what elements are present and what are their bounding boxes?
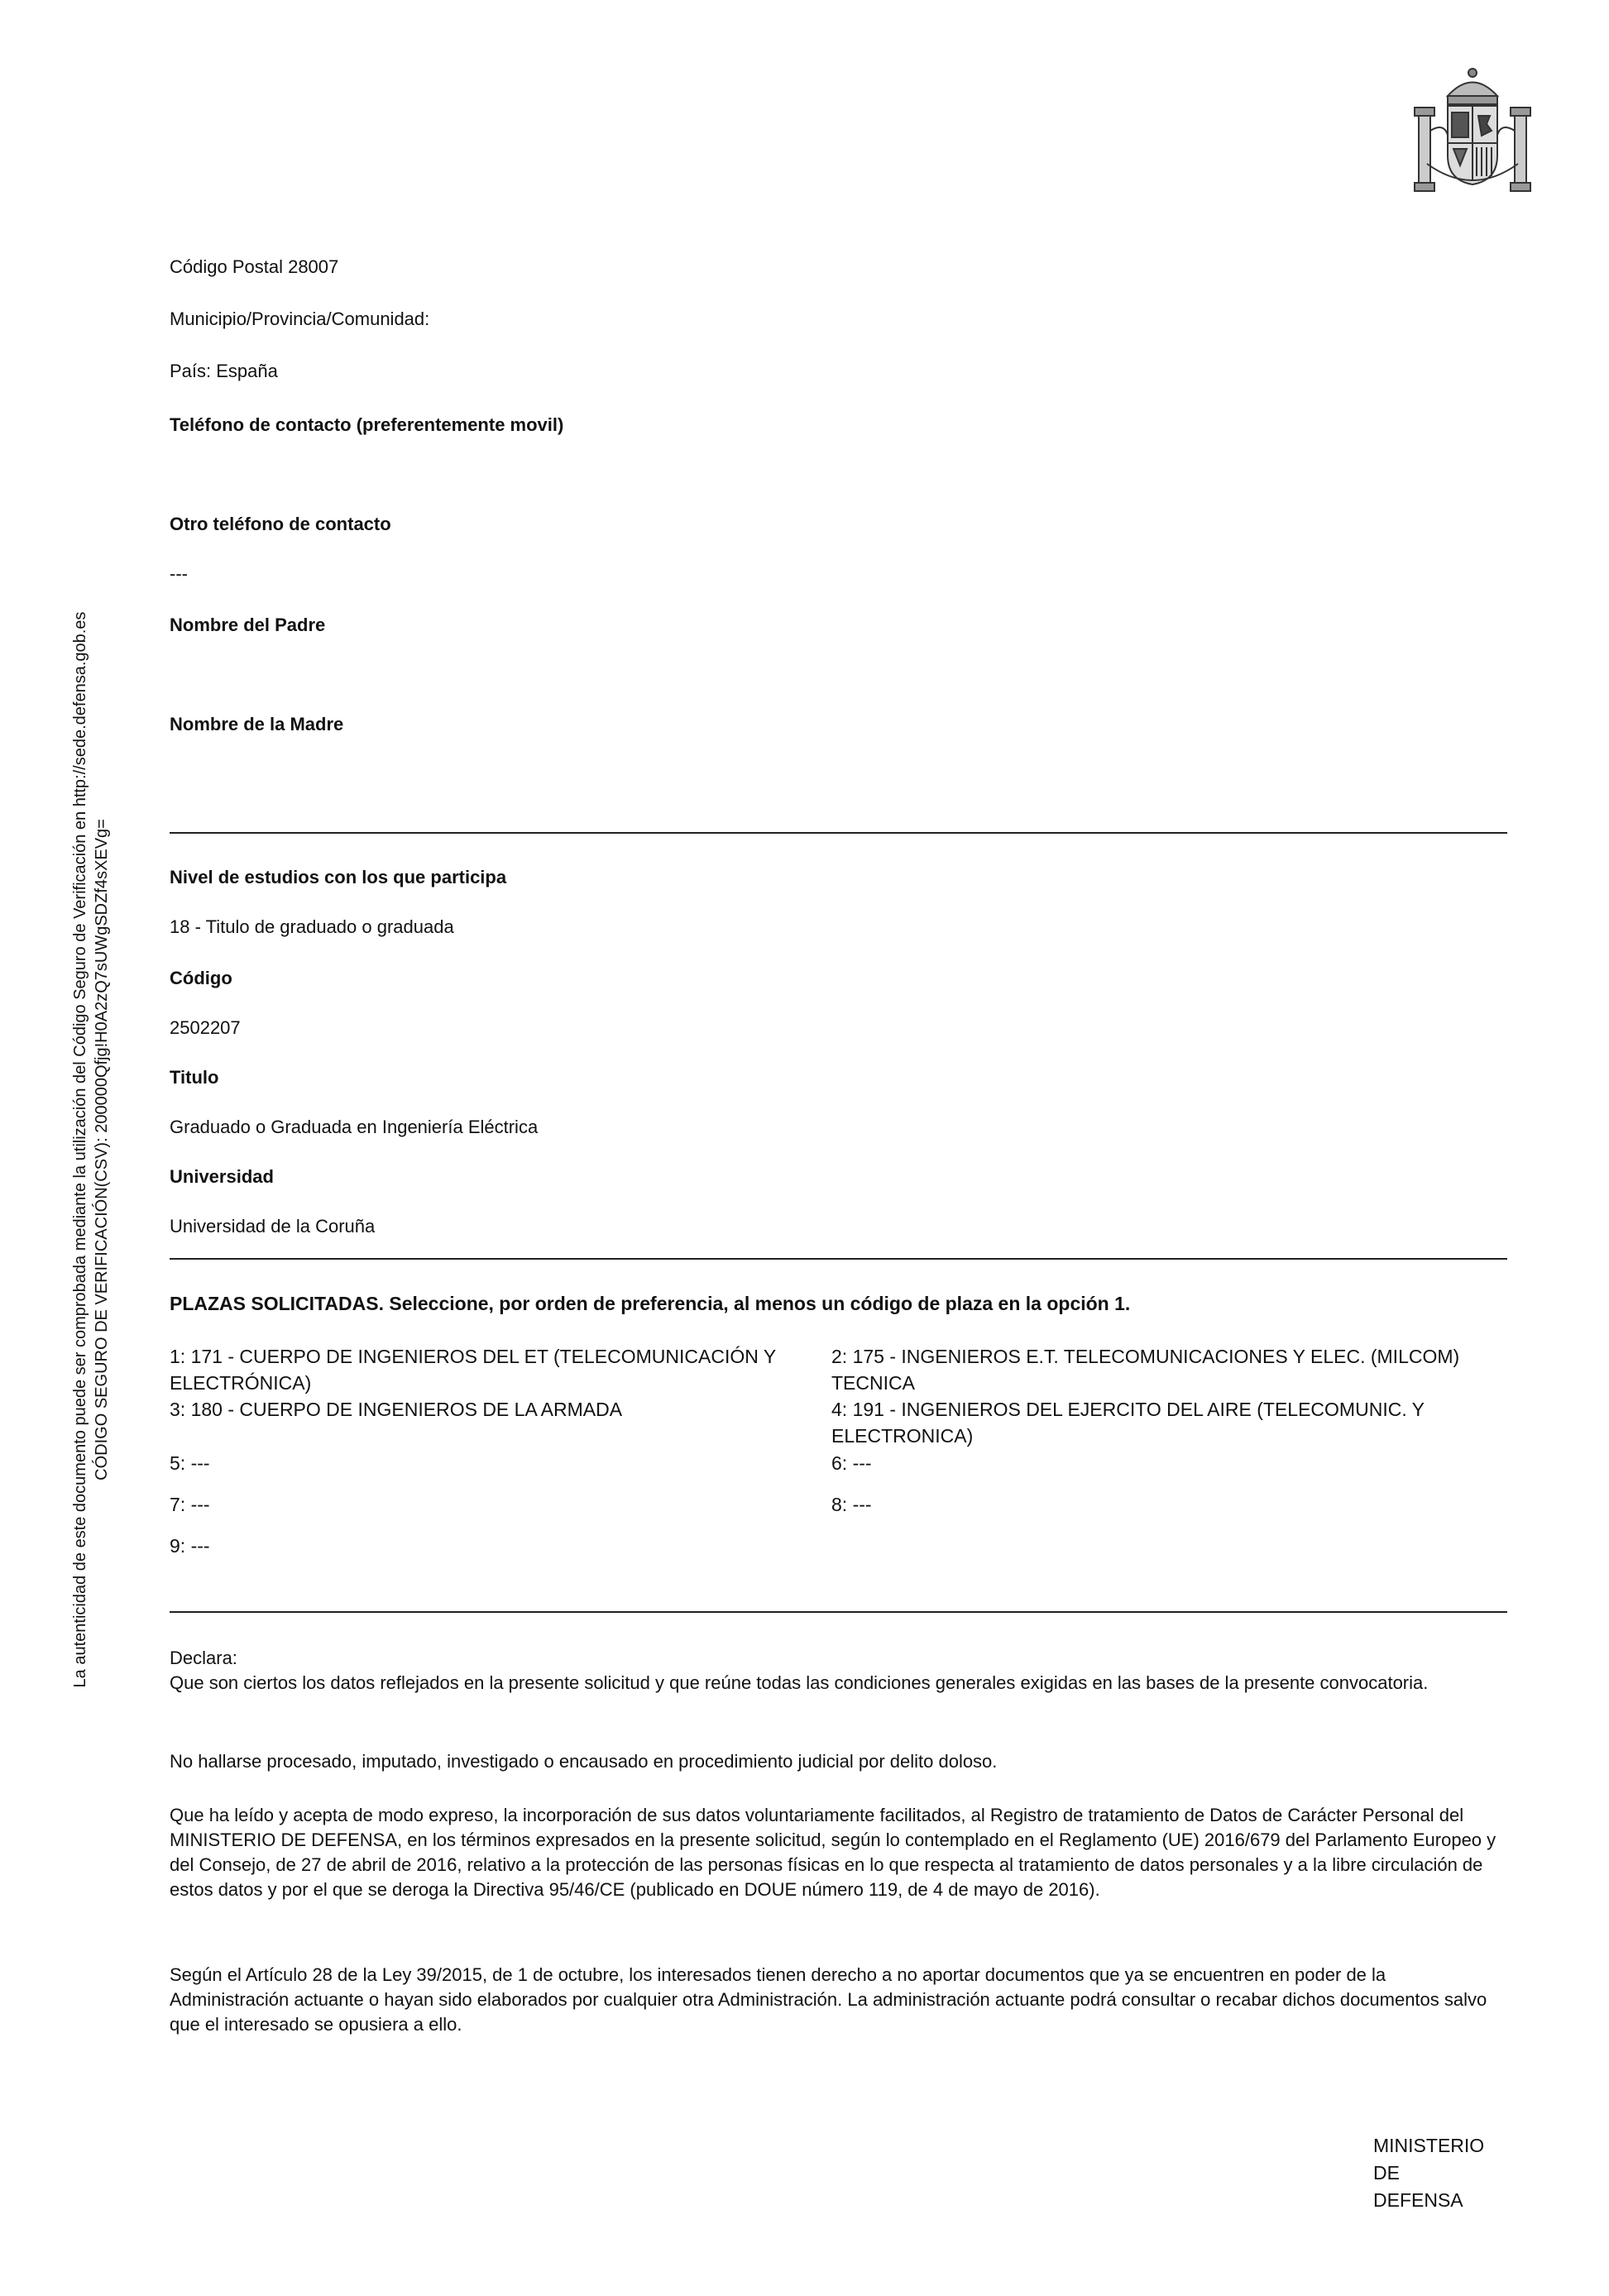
titulo-value: Graduado o Graduada en Ingeniería Eléctrica: [170, 1117, 539, 1137]
declaration-p3: Que ha leído y acepta de modo expreso, la incorporación de sus datos voluntariamente facilitados, al Registro de tratamiento de Datos de Carácter Personal del MINISTERIO DE DEFENSA, en los términos expresados en la presente solicitud, según lo contemplado en el Reglamento (UE) 2016/679 del Parlamento Europeo y del Consejo, de 27 de abril de 2016, relativo a la protección de las personas físicas en lo que respecta al tratamiento de datos personales y a la libre circulación de estos datos y por el que se deroga la Directiva 95/46/CE (publicado en DOUE número 119, de 4 de mayo de 2016).: [170, 1805, 1496, 1900]
declaration-title: Declara:: [170, 1648, 237, 1668]
plaza-item: 8: ---: [831, 1494, 872, 1515]
divider: [170, 1611, 1507, 1613]
plaza-item: 9: ---: [170, 1535, 210, 1557]
signature-line: MINISTERIO: [1373, 2135, 1485, 2156]
municipio-label: Municipio/Provincia/Comunidad:: [170, 309, 430, 329]
plaza-item: 6: ---: [831, 1452, 872, 1474]
plazas-heading: PLAZAS SOLICITADAS. Seleccione, por orden de preferencia, al menos un código de plaza en la opción 1.: [170, 1293, 1131, 1314]
nivel-label: Nivel de estudios con los que participa: [170, 867, 507, 887]
madre-label: Nombre de la Madre: [170, 714, 344, 734]
declaration-p1: Que son ciertos los datos reflejados en la presente solicitud y que reúne todas las condiciones generales exigidas en las bases de la presente convocatoria.: [170, 1672, 1429, 1693]
pais: País: España: [170, 361, 278, 381]
plaza-item: 2: 175 - INGENIEROS E.T. TELECOMUNICACIONES Y ELEC. (MILCOM) TECNICA: [831, 1346, 1460, 1394]
signature-line: DE: [1373, 2162, 1400, 2184]
padre-label: Nombre del Padre: [170, 615, 326, 635]
plaza-item: 3: 180 - CUERPO DE INGENIEROS DE LA ARMADA: [170, 1399, 623, 1420]
divider: [170, 1258, 1507, 1260]
universidad-value: Universidad de la Coruña: [170, 1216, 376, 1236]
plaza-item: 1: 171 - CUERPO DE INGENIEROS DEL ET (TELECOMUNICACIÓN Y ELECTRÓNICA): [170, 1346, 776, 1394]
plaza-item: 5: ---: [170, 1452, 210, 1474]
titulo-label: Titulo: [170, 1067, 219, 1088]
postal-code: Código Postal 28007: [170, 256, 339, 277]
codigo-value: 2502207: [170, 1017, 241, 1038]
telefono-label: Teléfono de contacto (preferentemente movil): [170, 414, 564, 435]
codigo-label: Código: [170, 968, 232, 988]
verification-line-1: La autenticidad de este documento puede ser comprobada mediante la utilización del Código Seguro de Verificación en http://sede.defensa.gob.es: [71, 611, 89, 1688]
otro-telefono-label: Otro teléfono de contacto: [170, 514, 391, 534]
verification-line-2: CÓDIGO SEGURO DE VERIFICACIÓN(CSV): 200000Qfjg!H0A2zQ7sUWgSDZf4sXEVg=: [93, 819, 111, 1480]
declaration-p2: No hallarse procesado, imputado, investigado o encausado en procedimiento judicial por delito doloso.: [170, 1751, 998, 1772]
plaza-item: 7: ---: [170, 1494, 210, 1515]
nivel-value: 18 - Titulo de graduado o graduada: [170, 916, 454, 937]
divider: [170, 832, 1507, 834]
universidad-label: Universidad: [170, 1166, 274, 1187]
otro-telefono-value: ---: [170, 563, 188, 584]
plaza-item: 4: 191 - INGENIEROS DEL EJERCITO DEL AIRE (TELECOMUNIC. Y ELECTRONICA): [831, 1399, 1425, 1447]
coat-of-arms-logo: [1410, 65, 1535, 201]
declaration-p4: Según el Artículo 28 de la Ley 39/2015, de 1 de octubre, los interesados tienen derecho a no aportar documentos que ya se encuentren en poder de la Administración actuante o hayan sido elaborados por cualquier otra Administración. La administración actuante podrá consultar o recabar dichos documentos salvo que el interesado se opusiera a ello.: [170, 1964, 1487, 2035]
ministerio-signature: [1373, 2132, 1484, 2214]
signature-line: DEFENSA: [1373, 2189, 1463, 2211]
coat-of-arms-icon: [1410, 65, 1535, 197]
